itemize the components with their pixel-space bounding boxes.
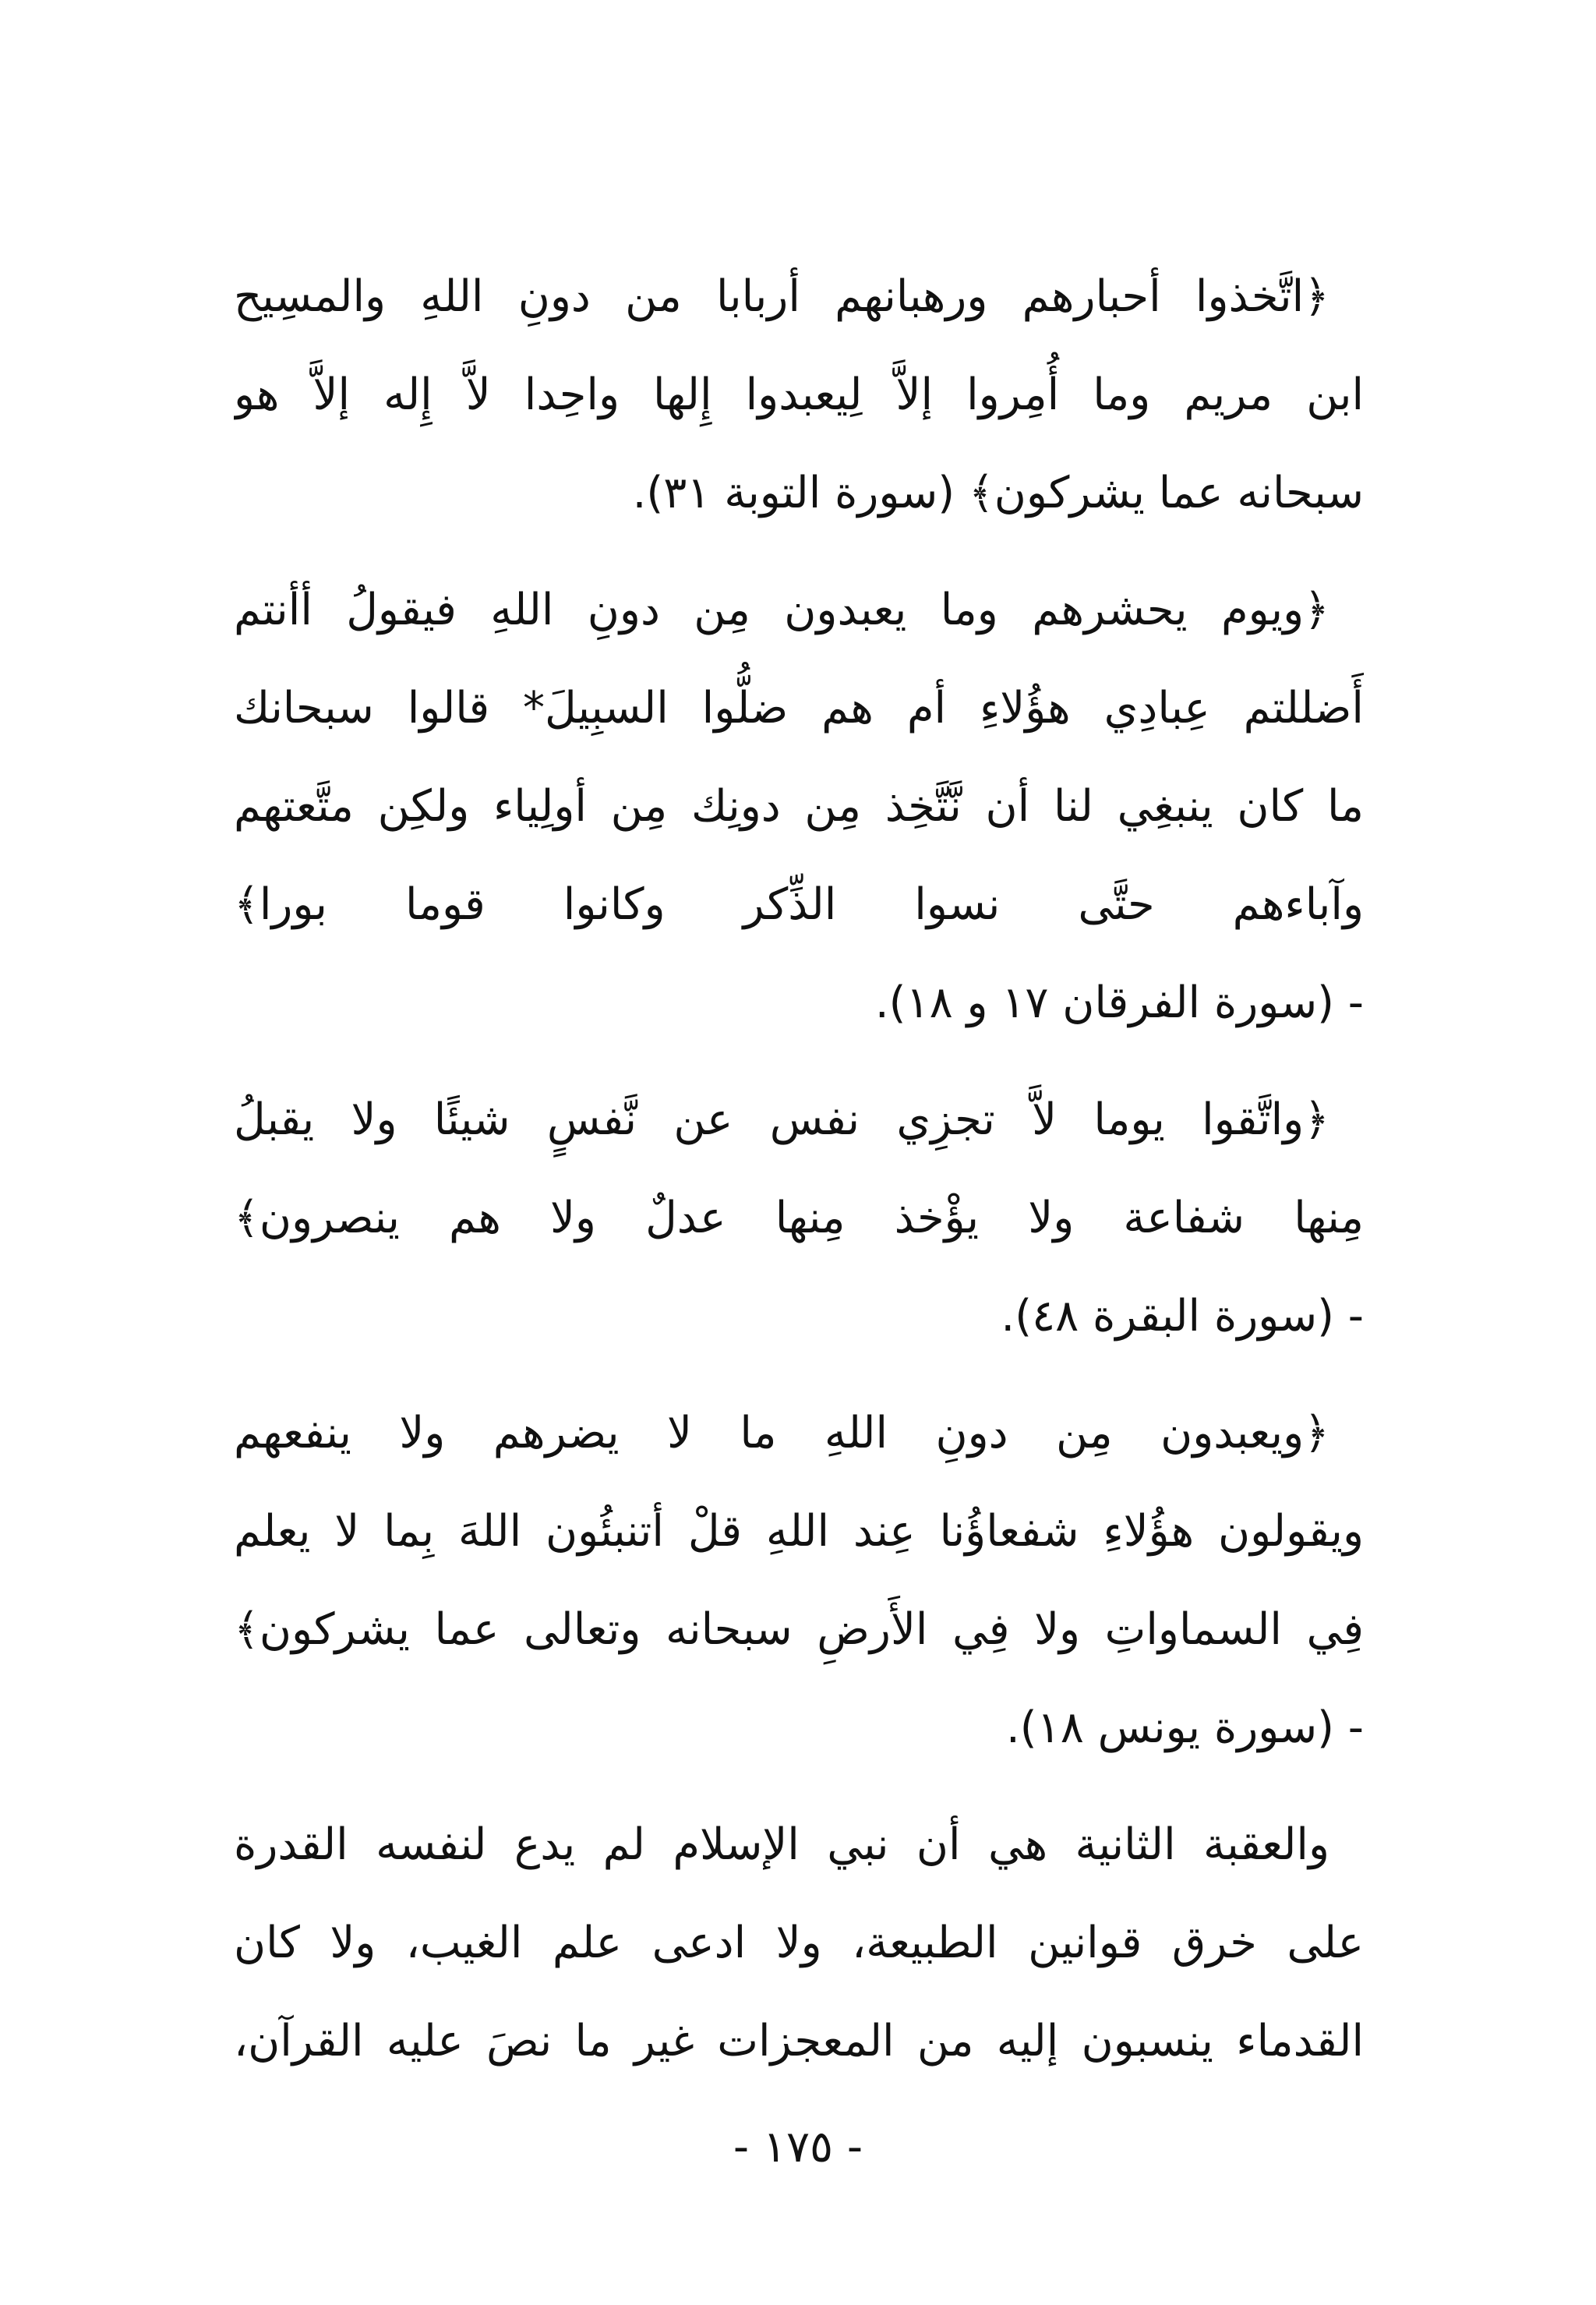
text-line: - (سورة البقرة ٤٨). — [1001, 1291, 1364, 1342]
text-line: القدماء ينسبون إليه من المعجزات غير ما نصَ عليه القرآن، — [234, 2016, 1364, 2066]
text-line: وآباءهم حتَّى نسوا الذِّكر وكانوا قوما بورا﴾ — [234, 879, 1364, 930]
text-line: مِنها شفاعة ولا يؤْخذ مِنها عدلٌ ولا هم ينصرون﴾ — [234, 1193, 1364, 1243]
text-line: فِي السماواتِ ولا فِي الأَرضِ سبحانه وتعالى عما يشركون﴾ — [234, 1604, 1364, 1655]
text-line: - (سورة الفرقان ١٧ و ١٨). — [874, 978, 1364, 1028]
text-line: سبحانه عما يشركون﴾ (سورة التوبة ٣١). — [632, 468, 1364, 518]
text-line: ويقولون هؤُلاءِ شفعاؤُنا عِند اللهِ قلْ أتنبئُون اللهَ بِما لا يعلم — [234, 1506, 1364, 1557]
text-line: ابن مريم وما أُمِروا إلاَّ لِيعبدوا إِلها واحِدا لاَّ إِله إلاَّ هو — [234, 369, 1364, 420]
text-line: أَضللتم عِبادِي هؤُلاءِ أم هم ضلُّوا السبِيلَ* قالوا سبحانك — [234, 683, 1364, 734]
text-line: ﴿واتَّقوا يوما لاَّ تجزِي نفس عن نَّفسٍ شيئًا ولا يقبلُ — [234, 1094, 1329, 1145]
text-line: ﴿اتَّخذوا أحبارهم ورهبانهم أربابا من دونِ اللهِ والمسِيح — [234, 271, 1329, 322]
text-line: ما كان ينبغِي لنا أن نَّتَّخِذ مِن دونِك مِن أولِياء ولكِن متَّعتهم — [234, 781, 1364, 832]
text-line: ﴿ويعبدون مِن دونِ اللهِ ما لا يضرهم ولا ينفعهم — [234, 1408, 1329, 1458]
paragraph — [234, 248, 1364, 543]
text-line: على خرق قوانين الطبيعة، ولا ادعى علم الغيب، ولا كان — [234, 1918, 1364, 1968]
text-line: ﴿ويوم يحشرهم وما يعبدون مِن دونِ اللهِ فيقولُ أأنتم — [234, 585, 1329, 635]
text-line: والعقبة الثانية هي أن نبي الإسلام لم يدع لنفسه القدرة — [234, 1819, 1329, 1870]
paragraph — [234, 1796, 1364, 2091]
paragraph — [234, 1071, 1364, 1366]
page-body — [234, 248, 1364, 2109]
paragraph — [234, 1384, 1364, 1777]
text-line: - (سورة يونس ١٨). — [1006, 1702, 1364, 1753]
paragraph — [234, 561, 1364, 1052]
page-number: - ١٧٥ - — [733, 2122, 863, 2172]
